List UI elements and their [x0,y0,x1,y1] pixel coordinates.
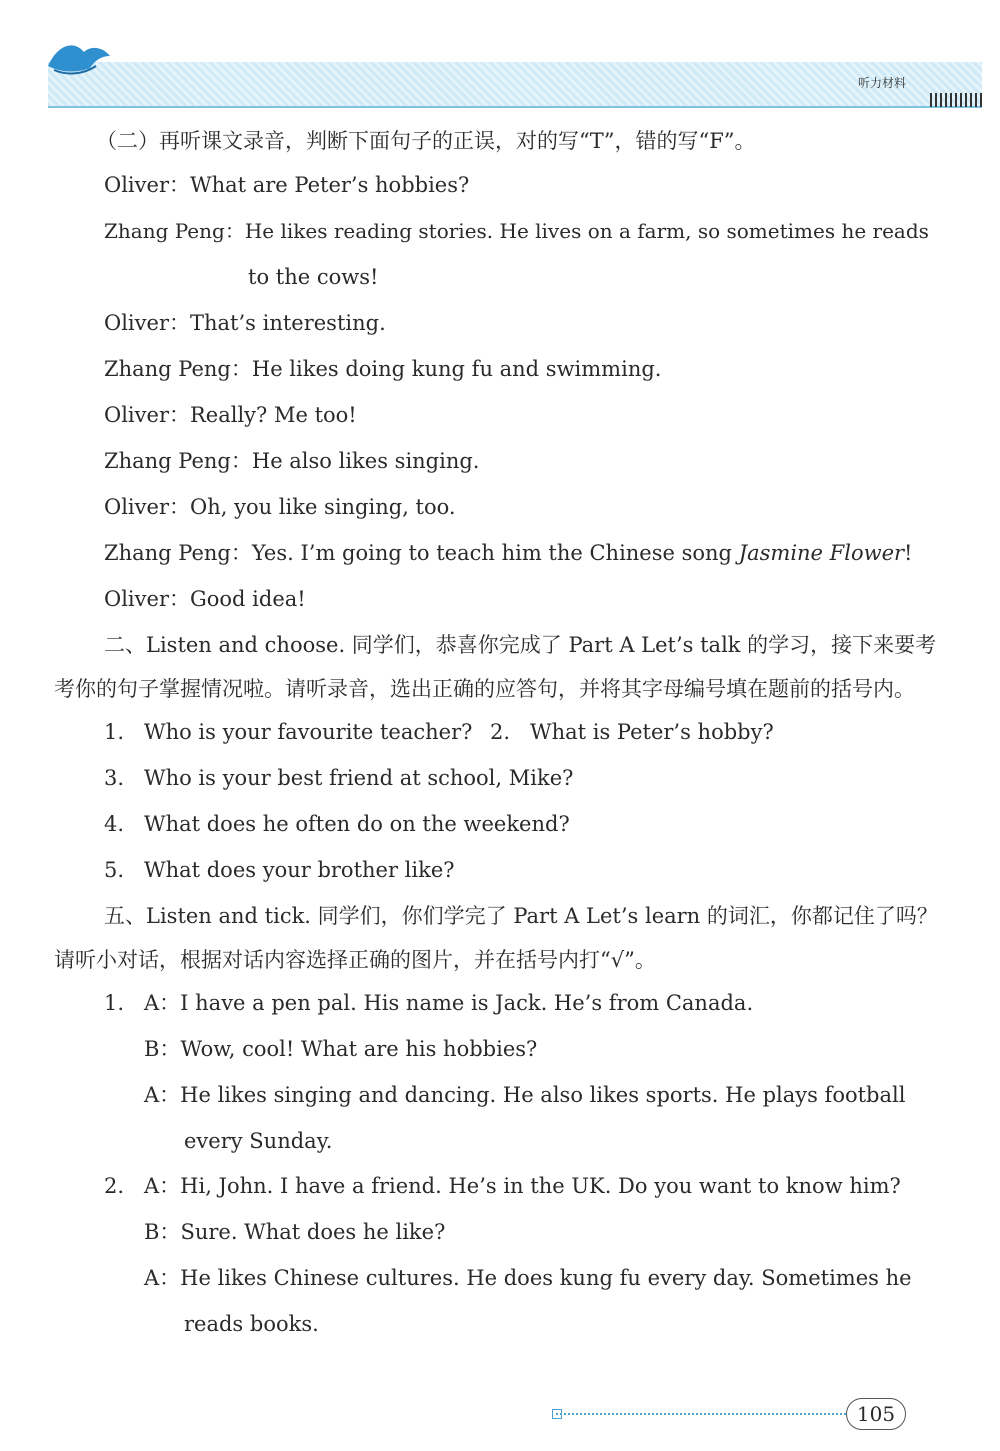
utterance: That’s interesting. [189,311,386,335]
speaker: B： [144,1220,181,1244]
utterance: Good idea! [189,587,306,611]
question-item [104,717,472,747]
utterance-end: ! [904,541,913,565]
question-text: What is Peter’s hobby? [530,720,774,744]
utterance: Oh, you like singing, too. [189,495,456,519]
utterance: He likes reading stories. He lives on a farm, so sometimes he reads [244,219,929,243]
utterance: I have a pen pal. His name is Jack. He’s from Canada. [180,991,754,1015]
section-er-heading: 二、Listen and choose. 同学们，恭喜你完成了 Part A Let’s talk 的学习，接下来要考 [104,633,937,657]
question-number: 5. [104,858,125,882]
dialogue-number: 1. [104,991,125,1015]
speaker: A： [144,1266,181,1290]
section-wu-heading: 五、Listen and tick. 同学们，你们学完了 Part A Let’s learn 的词汇，你都记住了吗？ [104,904,938,928]
speaker: A： [144,991,181,1015]
dialogue-line [104,216,929,246]
utterance: What are Peter’s hobbies? [189,173,470,197]
utterance: Wow, cool! What are his hobbies? [180,1037,538,1061]
dialogue-line [104,584,306,614]
dialogue-line [104,446,479,476]
dialogue-line [104,354,661,384]
question-item [104,809,570,839]
speaker: Zhang Peng： [104,219,245,243]
question-number: 3. [104,766,125,790]
dialogue-line [104,1171,901,1201]
dialogue-line [104,492,456,522]
dialogue-line-continued: every Sunday. [184,1129,333,1153]
section-wu-heading-cont: 请听小对话，根据对话内容选择正确的图片，并在括号内打“√”。 [54,948,656,972]
utterance: Yes. I’m going to teach him the Chinese song [251,541,739,565]
section-er-heading-cont: 考你的句子掌握情况啦。请听录音，选出正确的应答句，并将其字母编号填在题前的括号内。 [54,677,915,701]
dialogue-line [104,400,357,430]
dialogue-number: 2. [104,1174,125,1198]
dialogue-line [144,1080,905,1110]
speaker: A： [144,1174,181,1198]
page-number: 105 [846,1398,906,1430]
question-item [490,717,774,747]
dialogue-line [144,1217,445,1247]
section-2-heading: （二）再听课文录音，判断下面句子的正误，对的写“T”，错的写“F”。 [96,129,756,153]
speaker: Oliver： [104,495,190,519]
question-item [104,763,573,793]
utterance: He likes Chinese cultures. He does kung fu every day. Sometimes he [180,1266,912,1290]
speaker: Oliver： [104,587,190,611]
dialogue-line [144,1263,912,1293]
utterance: Really? Me too! [189,403,357,427]
dialogue-line [104,308,386,338]
header-title: 听力材料 [857,76,906,90]
speaker: Zhang Peng： [104,541,252,565]
utterance: He likes singing and dancing. He also likes sports. He plays football [180,1083,906,1107]
header-barcode-decoration [930,93,982,107]
song-title: Jasmine Flower [738,541,905,565]
bird-logo-icon [44,36,114,86]
utterance: Sure. What does he like? [180,1220,446,1244]
dialogue-line-continued: to the cows! [248,265,379,289]
question-item [104,855,455,885]
dialogue-line [144,1034,537,1064]
utterance: He likes doing kung fu and swimming. [251,357,662,381]
speaker: Zhang Peng： [104,449,252,473]
question-text: What does your brother like? [144,858,455,882]
speaker: Zhang Peng： [104,357,252,381]
speaker: B： [144,1037,181,1061]
dialogue-line [104,170,469,200]
speaker: Oliver： [104,311,190,335]
dialogue-line-continued: reads books. [184,1312,319,1336]
utterance: Hi, John. I have a friend. He’s in the UK. Do you want to know him? [180,1174,901,1198]
question-text: Who is your best friend at school, Mike? [144,766,574,790]
header-band [48,62,982,108]
speaker: Oliver： [104,173,190,197]
speaker: Oliver： [104,403,190,427]
speaker: A： [144,1083,181,1107]
question-number: 4. [104,812,125,836]
dialogue-line [104,538,913,568]
footer-dotted-rule [556,1413,846,1419]
question-text: Who is your favourite teacher? [144,720,473,744]
utterance: He also likes singing. [251,449,480,473]
question-text: What does he often do on the weekend? [144,812,570,836]
dialogue-line [104,988,753,1018]
question-number: 2. [490,720,511,744]
question-number: 1. [104,720,125,744]
